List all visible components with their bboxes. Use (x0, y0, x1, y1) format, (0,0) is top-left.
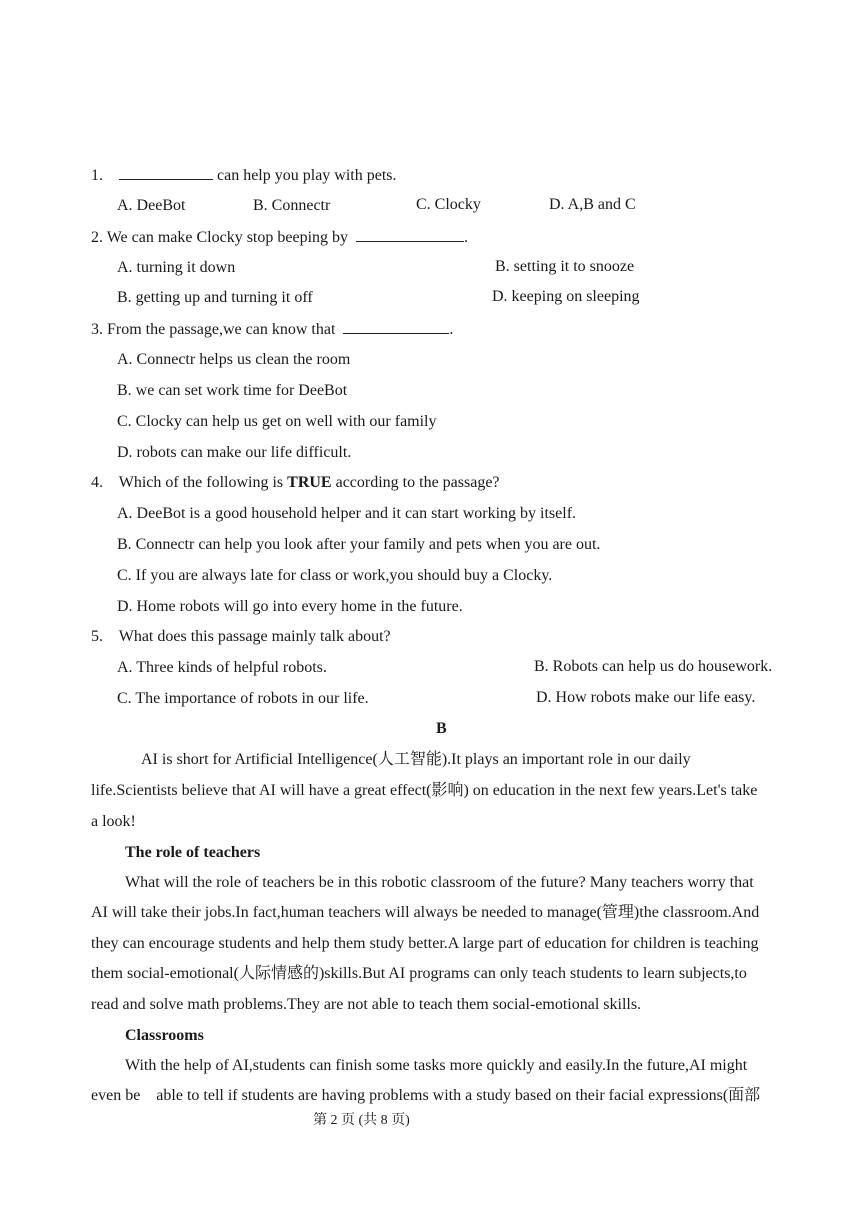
passage-b-intro-line-3: a look! (91, 813, 136, 830)
q5-option-a: A. Three kinds of helpful robots. (117, 659, 327, 676)
q3-stem: 3. From the passage,we can know that . (91, 321, 454, 338)
section-title-role-of-teachers: The role of teachers (125, 844, 261, 861)
q4-option-d: D. Home robots will go into every home in the future. (117, 598, 463, 615)
q5-stem: 5. What does this passage mainly talk about? (91, 628, 391, 645)
q2-blank[interactable] (356, 227, 464, 242)
passage-b-intro-line-1: AI is short for Artificial Intelligence(人工智能).It plays an important role in our daily (141, 751, 691, 768)
page-number-footer: 第 2 页 (共 8 页) (313, 1113, 410, 1128)
q3-option-b: B. we can set work time for DeeBot (117, 382, 348, 399)
q5-option-c: C. The importance of robots in our life. (117, 690, 369, 707)
q2-option-b: B. setting it to snooze (495, 258, 635, 275)
q2-option-c: B. getting up and turning it off (117, 289, 313, 306)
q1-option-c: C. Clocky (416, 196, 481, 213)
section-title-classrooms: Classrooms (125, 1027, 204, 1044)
section1-line-5: read and solve math problems.They are not able to teach them social-emotional skills. (91, 996, 642, 1013)
q2-option-d: D. keeping on sleeping (492, 288, 640, 305)
passage-b-intro-line-2: life.Scientists believe that AI will have a great effect(影响) on education in the next few years.Let's take (91, 782, 758, 799)
q4-option-a: A. DeeBot is a good household helper and it can start working by itself. (117, 505, 577, 522)
q1-blank[interactable] (119, 165, 213, 180)
q1-option-d: D. A,B and C (549, 196, 636, 213)
q1-option-b: B. Connectr (253, 197, 331, 214)
section2-line-1: With the help of AI,students can finish some tasks more quickly and easily.In the future,AI might (125, 1057, 748, 1074)
q4-stem: 4. Which of the following is TRUE according to the passage? (91, 474, 500, 491)
section1-line-2: AI will take their jobs.In fact,human teachers will always be needed to manage(管理)the classroom.And (91, 904, 760, 921)
q4-option-b: B. Connectr can help you look after your family and pets when you are out. (117, 536, 601, 553)
section1-line-3: they can encourage students and help them study better.A large part of education for children is teaching (91, 935, 759, 952)
passage-b-heading: B (436, 720, 447, 737)
q3-option-c: C. Clocky can help us get on well with our family (117, 413, 437, 430)
q3-blank[interactable] (343, 319, 449, 334)
q2-stem: 2. We can make Clocky stop beeping by . (91, 229, 469, 246)
q1-option-a: A. DeeBot (117, 197, 186, 214)
q5-option-d: D. How robots make our life easy. (536, 689, 756, 706)
q3-option-d: D. robots can make our life difficult. (117, 444, 352, 461)
q2-option-a: A. turning it down (117, 259, 236, 276)
section2-line-2: even be able to tell if students are having problems with a study based on their facial expressions(面部 (91, 1087, 761, 1104)
q5-option-b: B. Robots can help us do housework. (534, 658, 773, 675)
section1-line-4: them social-emotional(人际情感的)skills.But AI programs can only teach students to learn subjects,to (91, 965, 747, 982)
section1-line-1: What will the role of teachers be in this robotic classroom of the future? Many teachers worry that (125, 874, 754, 891)
q4-option-c: C. If you are always late for class or work,you should buy a Clocky. (117, 567, 553, 584)
q1-stem: 1. can help you play with pets. (91, 167, 397, 184)
q3-option-a: A. Connectr helps us clean the room (117, 351, 351, 368)
